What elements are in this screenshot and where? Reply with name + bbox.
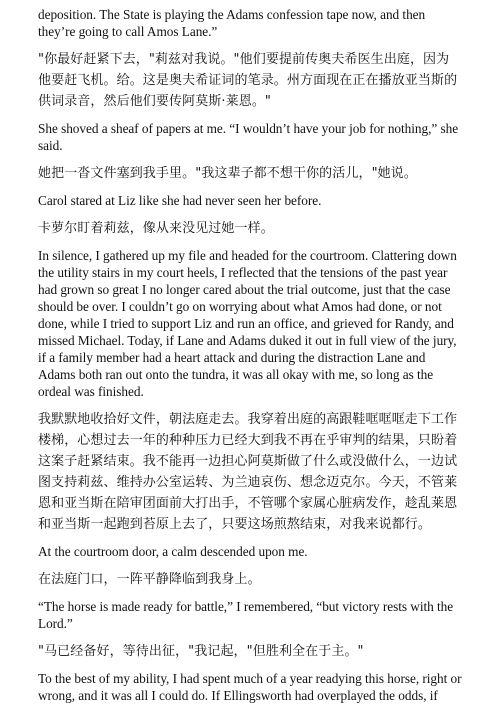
paragraph-en-6: “The horse is made ready for battle,” I remembered, “but victory rests with the Lord.” (38, 599, 454, 631)
paragraph-zh-6: "马已经备好，等待出征，"我记起，"但胜利全在于主。" (38, 644, 364, 659)
paragraph-zh-4: 我默默地收拾好文件，朝法庭走去。我穿着出庭的高跟鞋哐哐哐走下工作楼梯，心想过去一年的种种压力已经大到我不再在乎审判的结果，只盼着这案子赶紧结束。我不能再一边担心阿莫斯做了什么或没做什么，一边试图支持莉兹、维持办公室运转、为兰迪哀伤、想念迈克尔。今天，不管莱恩和亚当斯在陪审团面前大打出手，不管哪个家属心脏病发作，趁乱莱恩和亚当斯一起跑到苔原上去了，只要这场煎熬结束，对我来说都行。 (38, 412, 458, 532)
paragraph-zh-3: 卡萝尔盯着莉兹，像从来没见过她一样。 (38, 221, 274, 236)
paragraph-zh-1: "你最好赶紧下去，"莉兹对我说。"他们要提前传奥夫希医生出庭，因为他要赶飞机。给。这是奥夫希证词的笔录。州方面现在正在播放亚当斯的供词录音，然后他们要传阿莫斯·莱恩。" (38, 52, 458, 109)
paragraph-en-7: To the best of my ability, I had spent much of a year readying this horse, right or wrong, and it was all I could do. If Ellingsworth had overplayed the odds, if (38, 671, 462, 703)
paragraph-en-5: At the courtroom door, a calm descended upon me. (38, 544, 308, 559)
paragraph-zh-5: 在法庭门口，一阵平静降临到我身上。 (38, 572, 261, 587)
paragraph-zh-2: 她把一沓文件塞到我手里。"我这辈子都不想干你的活儿，"她说。 (38, 166, 417, 181)
paragraph-en-4: In silence, I gathered up my file and headed for the courtroom. Clattering down the utility stairs in my court heels, I reflected that the tensions of the past year had grown so great I no longer cared about the trial outcome, just that the case should be over. I couldn’t go on worrying about what Amos had done, or not done, while I tried to support Liz and run an office, and grieved for Randy, and missed Michael. Today, if Lane and Adams duked it out in full view of the jury, if a family member had a heart attack and during the distraction Lane and Adams both ran out onto the tundra, it was all okay with me, so long as the ordeal was finished. (38, 248, 457, 399)
paragraph-en-1: deposition. The State is playing the Adams confession tape now, and then they’re going to call Amos Lane.” (38, 7, 426, 39)
paragraph-en-2: She shoved a sheaf of papers at me. “I wouldn’t have your job for nothing,” she said. (38, 121, 459, 153)
paragraph-en-3: Carol stared at Liz like she had never seen her before. (38, 193, 322, 208)
